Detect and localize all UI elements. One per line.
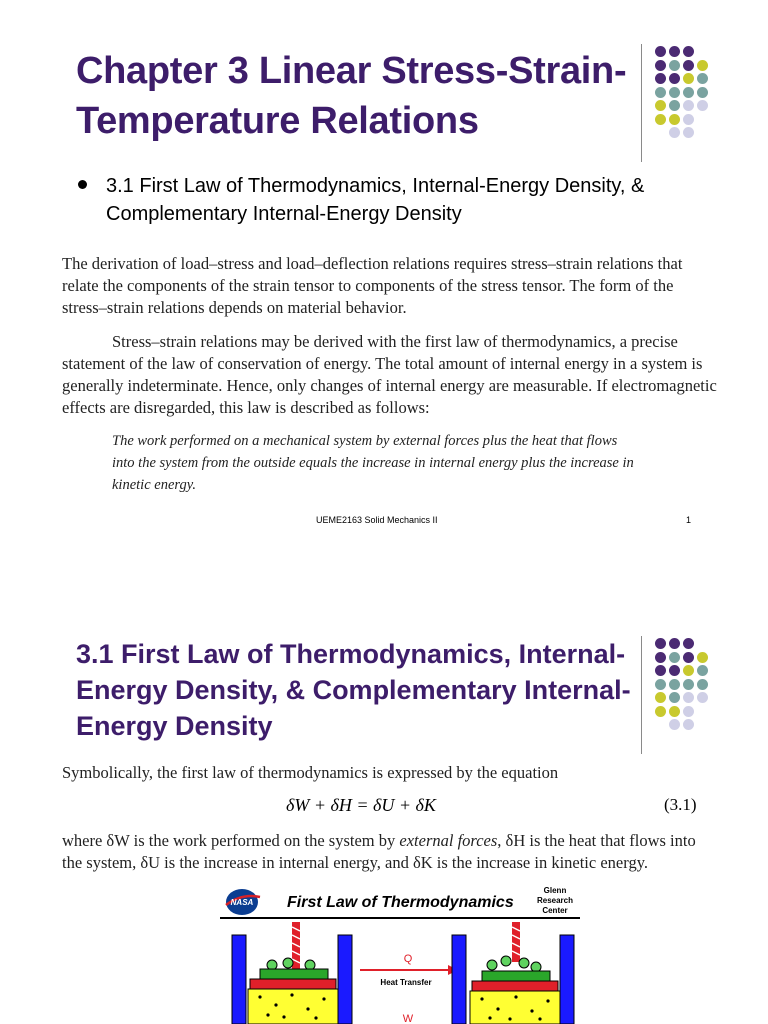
decorative-dot (669, 692, 680, 703)
slide-title: Chapter 3 Linear Stress-Strain-Temperature Relations (76, 50, 627, 142)
center-label-1: Glenn (543, 886, 567, 895)
decorative-dot (697, 679, 708, 690)
work-w-label: W (402, 1013, 414, 1024)
decorative-dot (683, 87, 694, 98)
decorative-dot (683, 679, 694, 690)
left-cylinder (232, 922, 352, 1024)
decorative-dot (655, 73, 666, 84)
decorative-dot (683, 60, 694, 71)
decorative-dot (669, 638, 680, 649)
decorative-dot (683, 719, 694, 730)
footer-page-number: 1 (686, 515, 692, 525)
decorative-dot (669, 679, 680, 690)
decorative-dot (655, 87, 666, 98)
decorative-dot (683, 638, 694, 649)
decorative-dot (655, 652, 666, 663)
footer-course: UEME2163 Solid Mechanics II (316, 515, 438, 525)
decorative-dot (697, 73, 708, 84)
right-cylinder (452, 922, 574, 1024)
where-text-2: , δH is the heat that flows into the system, δU is the increase in internal energy, and δK is the increase in kinetic energy. (62, 831, 696, 872)
nasa-first-law-figure (220, 885, 580, 1024)
decorative-dot (697, 87, 708, 98)
decorative-dot (683, 706, 694, 717)
decorative-dot (655, 679, 666, 690)
decorative-dot (697, 60, 708, 71)
paragraph-intro: The derivation of load–stress and load–deflection relations requires stress–strain relations that relate the components of the strain tensor to components of the stress tensor. The form of the stress–strain relations depends on material behavior. (62, 254, 683, 317)
bullet-text: 3.1 First Law of Thermodynamics, Internal-Energy Density, & Complementary Internal-Energy Density (106, 175, 645, 225)
paragraph-first-law: Stress–strain relations may be derived with the first law of thermodynamics, a precise statement of the law of conservation of energy. The total amount of internal energy in a system is generally indeterminate. Hence, only changes of internal energy are measurable. If electromagnetic effects are disregarded, this law is described as follows: (62, 332, 717, 417)
figure-title: First Law of Thermodynamics (287, 894, 514, 911)
decorative-dot (669, 665, 680, 676)
decorative-dot (669, 46, 680, 57)
decorative-dot (697, 665, 708, 676)
decorative-dot (683, 692, 694, 703)
title-divider (641, 44, 642, 162)
decorative-dot (669, 706, 680, 717)
decorative-dot (655, 706, 666, 717)
decorative-dot (655, 692, 666, 703)
heat-q-label: Q (403, 953, 413, 965)
where-text-external-forces: external forces (399, 831, 498, 850)
equation-explanation (62, 830, 708, 874)
slide-2-title: 3.1 First Law of Thermodynamics, Internal-Energy Density, & Complementary Internal-Energy Density (76, 639, 631, 741)
law-statement-quote: The work performed on a mechanical system by external forces plus the heat that flows into the system from the outside equals the increase in internal energy plus the increase in kinetic energy. (112, 433, 634, 493)
decorative-dot (697, 100, 708, 111)
equation-intro: Symbolically, the first law of thermodynamics is expressed by the equation (62, 763, 559, 782)
decorative-dot (655, 60, 666, 71)
decorative-dot (683, 665, 694, 676)
decorative-dot (669, 87, 680, 98)
decorative-dot (683, 46, 694, 57)
decorative-dot (669, 127, 680, 138)
decorative-dot (655, 638, 666, 649)
bullet-icon (78, 180, 87, 189)
heat-transfer-arrow-icon (360, 965, 458, 975)
nasa-logo-text: NASA (230, 898, 254, 907)
title-divider-2 (641, 636, 642, 754)
decorative-dot (683, 100, 694, 111)
decorative-dot (655, 46, 666, 57)
center-label-3: Center (542, 906, 568, 915)
center-label-2: Research (536, 896, 574, 905)
decorative-dot (655, 100, 666, 111)
first-law-equation: δW + δH = δU + δK (286, 795, 436, 815)
decorative-dot (683, 114, 694, 125)
decorative-dot (683, 652, 694, 663)
heat-transfer-label: Heat Transfer (380, 978, 432, 987)
figure-graphic (220, 885, 580, 1024)
decorative-dot (697, 692, 708, 703)
decorative-dot (683, 73, 694, 84)
decorative-dot (669, 60, 680, 71)
decorative-dot (669, 100, 680, 111)
decorative-dot (669, 652, 680, 663)
decorative-dot (669, 114, 680, 125)
decorative-dot (697, 652, 708, 663)
where-text-1: where δW is the work performed on the system by (62, 831, 400, 850)
equation-number: (3.1) (664, 795, 697, 814)
decorative-dot (655, 665, 666, 676)
decorative-dot (669, 73, 680, 84)
decorative-dot (655, 114, 666, 125)
decorative-dot (669, 719, 680, 730)
decorative-dot (683, 127, 694, 138)
